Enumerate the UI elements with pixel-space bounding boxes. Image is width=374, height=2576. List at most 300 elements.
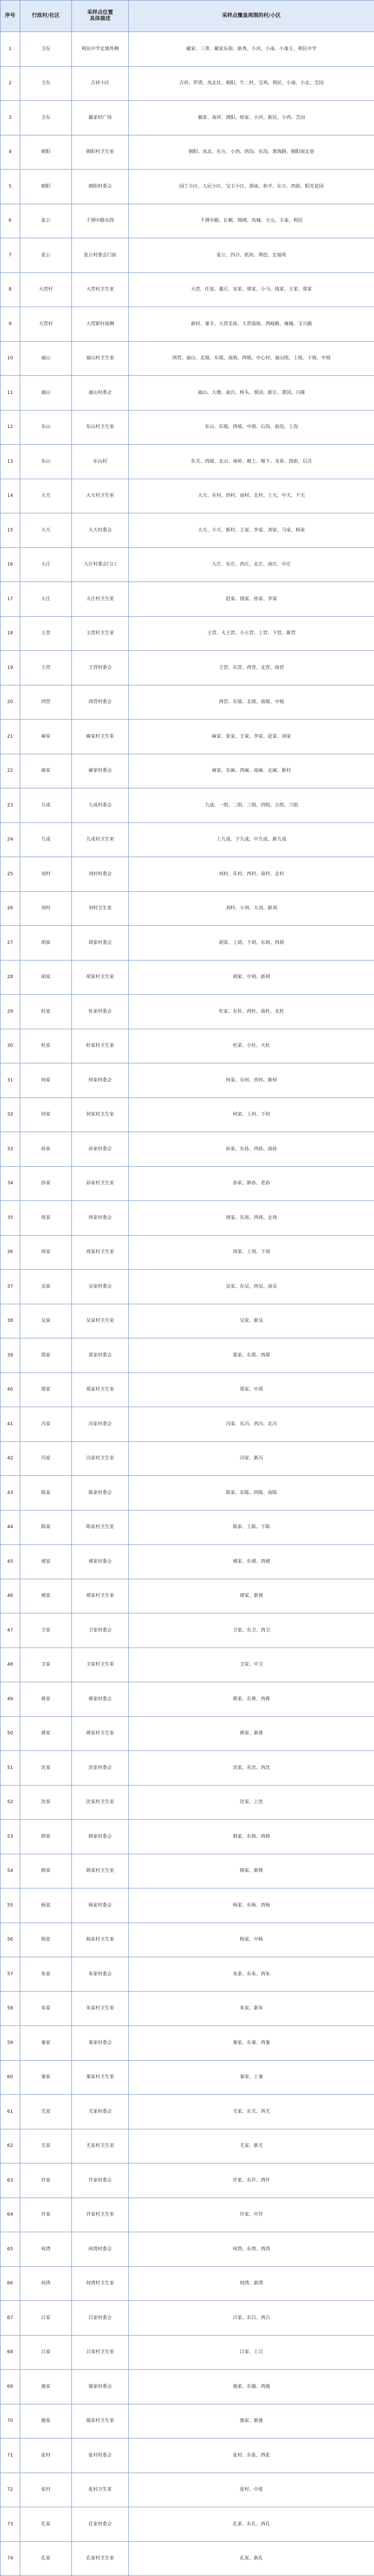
table-row bbox=[1, 1682, 374, 1717]
row-number: 3 bbox=[1, 101, 20, 135]
row-number: 67 bbox=[1, 2301, 20, 2336]
location-cell: 吴家村委会 bbox=[72, 1270, 129, 1304]
village-cell: 尤家 bbox=[20, 2129, 72, 2163]
village-cell: 杨家 bbox=[20, 1888, 72, 1923]
coverage-cell: 西营、东坡、北坡、南坡、中坡 bbox=[129, 685, 374, 720]
row-number: 73 bbox=[1, 2507, 20, 2542]
location-cell: 东山村 bbox=[72, 445, 129, 479]
location-cell: 秦家村委会 bbox=[72, 2026, 129, 2061]
coverage-cell: 蒋家、新蒋 bbox=[129, 1716, 374, 1751]
location-cell: 尤家村委会 bbox=[72, 2095, 129, 2129]
village-cell: 杜家 bbox=[20, 995, 72, 1029]
coverage-cell: 沈家、东沈、西沈 bbox=[129, 1751, 374, 1786]
row-number: 49 bbox=[1, 1682, 20, 1717]
location-cell: 杜家村委会 bbox=[72, 995, 129, 1029]
location-cell: 韩家村委会 bbox=[72, 1820, 129, 1854]
coverage-cell: 大庄、东庄、西庄、北庄、南庄、中庄 bbox=[129, 547, 374, 582]
location-cell: 大营新村南侧 bbox=[72, 307, 129, 342]
location-cell: 刘村卫生室 bbox=[72, 891, 129, 926]
row-number: 72 bbox=[1, 2473, 20, 2507]
table-row bbox=[1, 1820, 374, 1854]
coverage-cell: 许家、中许 bbox=[129, 2198, 374, 2232]
table-row bbox=[1, 651, 374, 685]
table-row bbox=[1, 1613, 374, 1648]
row-number: 27 bbox=[1, 926, 20, 961]
village-cell: 吕家 bbox=[20, 2335, 72, 2370]
coverage-cell: 胡家、上胡、下胡、东胡、西胡 bbox=[129, 926, 374, 961]
village-cell: 大庄 bbox=[20, 547, 72, 582]
row-number: 6 bbox=[1, 204, 20, 238]
table-row bbox=[1, 2438, 374, 2473]
table-row bbox=[1, 410, 374, 445]
table-row bbox=[1, 170, 374, 204]
table-header-row bbox=[1, 1, 374, 32]
coverage-cell: 大天、小天、新村、王家、李家、刘家、马家、杨家 bbox=[129, 513, 374, 548]
row-number: 62 bbox=[1, 2129, 20, 2163]
coverage-cell: 吕家、东吕、西吕 bbox=[129, 2301, 374, 2336]
table-row bbox=[1, 685, 374, 720]
coverage-cell: 吴家、新吴 bbox=[129, 1304, 374, 1338]
location-cell: 卫家村卫生室 bbox=[72, 1648, 129, 1682]
location-cell: 张村村委会 bbox=[72, 2438, 129, 2473]
village-cell: 张公 bbox=[20, 238, 72, 273]
location-cell: 大庄村卫生室 bbox=[72, 582, 129, 617]
table-row bbox=[1, 1166, 374, 1201]
village-cell: 施家 bbox=[20, 2404, 72, 2438]
table-row bbox=[1, 32, 374, 67]
village-cell: 秦家 bbox=[20, 2026, 72, 2061]
village-cell: 麻家 bbox=[20, 754, 72, 788]
village-cell: 尤家 bbox=[20, 2095, 72, 2129]
table-row bbox=[1, 1579, 374, 1613]
village-cell: 卫东 bbox=[20, 101, 72, 135]
location-cell: 胡家村卫生室 bbox=[72, 960, 129, 995]
location-cell: 孙家村委会 bbox=[72, 1132, 129, 1167]
location-cell: 九成村委会 bbox=[72, 788, 129, 823]
location-cell: 郑家村卫生室 bbox=[72, 1373, 129, 1407]
location-cell: 胡家村委会 bbox=[72, 926, 129, 961]
row-number: 34 bbox=[1, 1166, 20, 1201]
row-number: 43 bbox=[1, 1476, 20, 1511]
village-cell: 陈家 bbox=[20, 1476, 72, 1511]
coverage-cell: 赵家、钱家、孙家、李家 bbox=[129, 582, 374, 617]
table-row bbox=[1, 2335, 374, 2370]
village-cell: 大天 bbox=[20, 479, 72, 513]
table-row bbox=[1, 1545, 374, 1579]
coverage-cell: 郑家、中郑 bbox=[129, 1373, 374, 1407]
row-number: 28 bbox=[1, 960, 20, 995]
table-row bbox=[1, 2507, 374, 2542]
coverage-cell: 九成、一组、二组、三组、四组、五组、六组 bbox=[129, 788, 374, 823]
location-cell: 九成村卫生室 bbox=[72, 822, 129, 857]
location-cell: 孔家村卫生室 bbox=[72, 2541, 129, 2576]
row-number: 10 bbox=[1, 341, 20, 376]
location-cell: 福山村卫生室 bbox=[72, 341, 129, 376]
location-cell: 秦家村卫生室 bbox=[72, 2060, 129, 2095]
table-row bbox=[1, 822, 374, 857]
coverage-cell: 西营、福山、北坡、东坡、南坡、西坡、中心村、福山组、上坡、下坡、中坡 bbox=[129, 341, 374, 376]
coverage-cell: 张村、东张、西张 bbox=[129, 2438, 374, 2473]
table-row bbox=[1, 1029, 374, 1063]
location-cell: 陈家村委会 bbox=[72, 1476, 129, 1511]
coverage-cell: 周家、上周、下周 bbox=[129, 1235, 374, 1270]
row-number: 14 bbox=[1, 479, 20, 513]
village-cell: 胡家 bbox=[20, 960, 72, 995]
village-cell: 周家 bbox=[20, 1235, 72, 1270]
row-number: 32 bbox=[1, 1098, 20, 1132]
table-row bbox=[1, 616, 374, 651]
location-cell: 周家村委会 bbox=[72, 1201, 129, 1236]
row-number: 48 bbox=[1, 1648, 20, 1682]
location-cell: 东山村卫生室 bbox=[72, 410, 129, 445]
table-row bbox=[1, 376, 374, 410]
table-body bbox=[1, 32, 374, 2576]
row-number: 31 bbox=[1, 1063, 20, 1098]
village-cell: 刘村 bbox=[20, 891, 72, 926]
table-row bbox=[1, 926, 374, 961]
table-row bbox=[1, 445, 374, 479]
coverage-cell: 王营、东营、西营、北营、南营 bbox=[129, 651, 374, 685]
coverage-cell: 大天、东村、西村、南村、北村、上天、中天、下天 bbox=[129, 479, 374, 513]
coverage-cell: 上九成、下九成、中九成、新九成 bbox=[129, 822, 374, 857]
table-row bbox=[1, 272, 374, 307]
village-cell: 张公 bbox=[20, 204, 72, 238]
header-location: 采样点位置 具体描述 bbox=[72, 1, 129, 32]
table-row bbox=[1, 1716, 374, 1751]
table-row bbox=[1, 101, 374, 135]
location-cell: 千渭中路东段 bbox=[72, 204, 129, 238]
table-row bbox=[1, 1441, 374, 1476]
row-number: 2 bbox=[1, 66, 20, 101]
location-cell: 何家村卫生室 bbox=[72, 1098, 129, 1132]
row-number: 60 bbox=[1, 2060, 20, 2095]
table-row bbox=[1, 1407, 374, 1442]
location-cell: 朝阳村委会 bbox=[72, 170, 129, 204]
row-number: 55 bbox=[1, 1888, 20, 1923]
row-number: 23 bbox=[1, 788, 20, 823]
location-cell: 施家村卫生室 bbox=[72, 2404, 129, 2438]
location-cell: 褚家村委会 bbox=[72, 1545, 129, 1579]
location-cell: 韩家村卫生室 bbox=[72, 1854, 129, 1888]
table-row bbox=[1, 2095, 374, 2129]
coverage-cell: 杨家、中杨 bbox=[129, 1923, 374, 1957]
row-number: 29 bbox=[1, 995, 20, 1029]
row-number: 15 bbox=[1, 513, 20, 548]
row-number: 68 bbox=[1, 2335, 20, 2370]
village-cell: 朝阳 bbox=[20, 170, 72, 204]
row-number: 56 bbox=[1, 1923, 20, 1957]
table-row bbox=[1, 547, 374, 582]
table-row bbox=[1, 2473, 374, 2507]
table-row bbox=[1, 479, 374, 513]
location-cell: 大营村卫生室 bbox=[72, 272, 129, 307]
coverage-cell: 蔺家、三青、蔺家东街、新秀、小河、小南、小秦王、利民中学 bbox=[129, 32, 374, 67]
coverage-cell: 杜家、东杜、西杜、南杜、北杜 bbox=[129, 995, 374, 1029]
table-row bbox=[1, 1304, 374, 1338]
coverage-cell: 朱家、东朱、西朱 bbox=[129, 1957, 374, 1992]
table-row bbox=[1, 204, 374, 238]
village-cell: 许家 bbox=[20, 2198, 72, 2232]
row-number: 52 bbox=[1, 1785, 20, 1820]
coverage-cell: 尤家、东尤、西尤 bbox=[129, 2095, 374, 2129]
village-cell: 张村 bbox=[20, 2473, 72, 2507]
coverage-cell: 周家、东周、西周、北周 bbox=[129, 1201, 374, 1236]
coverage-cell: 褚家、东褚、西褚 bbox=[129, 1545, 374, 1579]
village-cell: 麻家 bbox=[20, 720, 72, 754]
row-number: 42 bbox=[1, 1441, 20, 1476]
location-cell: 施家村委会 bbox=[72, 2370, 129, 2404]
location-cell: 沈家村卫生室 bbox=[72, 1785, 129, 1820]
row-number: 22 bbox=[1, 754, 20, 788]
table-row bbox=[1, 2232, 374, 2267]
coverage-cell: 孔家、东孔、西孔 bbox=[129, 2507, 374, 2542]
table-row bbox=[1, 307, 374, 342]
row-number: 19 bbox=[1, 651, 20, 685]
location-cell: 大天村卫生室 bbox=[72, 479, 129, 513]
coverage-cell: 冯家、东冯、西冯、北冯 bbox=[129, 1407, 374, 1442]
coverage-cell: 陈家、上陈、下陈 bbox=[129, 1510, 374, 1545]
location-cell: 西营村委会 bbox=[72, 685, 129, 720]
village-cell: 大庄 bbox=[20, 582, 72, 617]
village-cell: 蒋家 bbox=[20, 1682, 72, 1717]
village-cell: 秦家 bbox=[20, 2060, 72, 2095]
row-number: 33 bbox=[1, 1132, 20, 1167]
row-number: 70 bbox=[1, 2404, 20, 2438]
table-row bbox=[1, 2370, 374, 2404]
table-row bbox=[1, 1235, 374, 1270]
location-cell: 王营村委会 bbox=[72, 651, 129, 685]
village-cell: 褚家 bbox=[20, 1579, 72, 1613]
table-row bbox=[1, 1785, 374, 1820]
village-cell: 孔家 bbox=[20, 2541, 72, 2576]
coverage-cell: 何家、东何、西何、新何 bbox=[129, 1063, 374, 1098]
table-row bbox=[1, 2301, 374, 2336]
village-cell: 郑家 bbox=[20, 1338, 72, 1373]
coverage-cell: 大营、任家、董庄、安家、邢家、小马、钱家、王家、郑家 bbox=[129, 272, 374, 307]
table-row bbox=[1, 1991, 374, 2026]
row-number: 7 bbox=[1, 238, 20, 273]
coverage-cell: 吉祥、罗湾、凤北社、朝阳、牛二村、宝鸡、利民、小南、小北、芝园 bbox=[129, 66, 374, 101]
table-row bbox=[1, 1957, 374, 1992]
table-row bbox=[1, 1510, 374, 1545]
coverage-cell: 韩家、东韩、西韩 bbox=[129, 1820, 374, 1854]
row-number: 4 bbox=[1, 135, 20, 170]
coverage-cell: 杜家、小杜、大杜 bbox=[129, 1029, 374, 1063]
village-cell: 大天 bbox=[20, 513, 72, 548]
location-cell: 郑家村委会 bbox=[72, 1338, 129, 1373]
location-cell: 王营村卫生室 bbox=[72, 616, 129, 651]
location-cell: 张村卫生室 bbox=[72, 2473, 129, 2507]
row-number: 64 bbox=[1, 2198, 20, 2232]
coverage-cell: 东关、西坡、北山、南岭、塬上、塬下、龙泉、西街、后洼 bbox=[129, 445, 374, 479]
row-number: 69 bbox=[1, 2370, 20, 2404]
location-cell: 褚家村卫生室 bbox=[72, 1579, 129, 1613]
coverage-cell: 许家、东许、西许 bbox=[129, 2163, 374, 2198]
village-cell: 福山 bbox=[20, 341, 72, 376]
coverage-cell: 何家、上何、下何 bbox=[129, 1098, 374, 1132]
village-cell: 杨家 bbox=[20, 1923, 72, 1957]
table-row bbox=[1, 1201, 374, 1236]
row-number: 59 bbox=[1, 2026, 20, 2061]
row-number: 16 bbox=[1, 547, 20, 582]
header-coverage: 采样点覆盖周围的村/小区 bbox=[129, 1, 374, 32]
row-number: 12 bbox=[1, 410, 20, 445]
row-number: 44 bbox=[1, 1510, 20, 1545]
row-number: 46 bbox=[1, 1579, 20, 1613]
village-cell: 大营村 bbox=[20, 307, 72, 342]
table-row bbox=[1, 788, 374, 823]
table-row bbox=[1, 2129, 374, 2163]
village-cell: 卫家 bbox=[20, 1613, 72, 1648]
table-row bbox=[1, 2060, 374, 2095]
village-cell: 吴家 bbox=[20, 1304, 72, 1338]
coverage-cell: 东山、东坡、西坡、中坡、后沟、前沟、上沟 bbox=[129, 410, 374, 445]
village-cell: 郑家 bbox=[20, 1373, 72, 1407]
table-row bbox=[1, 66, 374, 101]
coverage-cell: 陈家、东陈、西陈、南陈 bbox=[129, 1476, 374, 1511]
location-cell: 吕家村委会 bbox=[72, 2301, 129, 2336]
village-cell: 九成 bbox=[20, 788, 72, 823]
village-cell: 刘村 bbox=[20, 857, 72, 892]
row-number: 13 bbox=[1, 445, 20, 479]
village-cell: 王营 bbox=[20, 616, 72, 651]
location-cell: 朱家村委会 bbox=[72, 1957, 129, 1992]
location-cell: 杜家村卫生室 bbox=[72, 1029, 129, 1063]
village-cell: 卫东 bbox=[20, 66, 72, 101]
village-cell: 何湾 bbox=[20, 2266, 72, 2301]
coverage-cell: 张公、四合、纸坊、荆邑、宏福苑 bbox=[129, 238, 374, 273]
location-cell: 吕家村卫生室 bbox=[72, 2335, 129, 2370]
row-number: 35 bbox=[1, 1201, 20, 1236]
coverage-cell: 孙家、东孙、西孙、南孙 bbox=[129, 1132, 374, 1167]
coverage-cell: 朱家、新朱 bbox=[129, 1991, 374, 2026]
village-cell: 韩家 bbox=[20, 1820, 72, 1854]
table-row bbox=[1, 1373, 374, 1407]
row-number: 71 bbox=[1, 2438, 20, 2473]
location-cell: 蔺家村广场 bbox=[72, 101, 129, 135]
coverage-cell: 朝阳、凤北、东方、小西、西沟、东沟、黄海路、朝阳南北巷 bbox=[129, 135, 374, 170]
table-row bbox=[1, 1923, 374, 1957]
location-cell: 周家村卫生室 bbox=[72, 1235, 129, 1270]
row-number: 40 bbox=[1, 1373, 20, 1407]
table-row bbox=[1, 754, 374, 788]
row-number: 36 bbox=[1, 1235, 20, 1270]
village-cell: 福山 bbox=[20, 376, 72, 410]
coverage-cell: 千渭中路、长顺、锦绣、凤城、天元、丰泰、利民 bbox=[129, 204, 374, 238]
location-cell: 冯家村卫生室 bbox=[72, 1441, 129, 1476]
location-cell: 麻家村委会 bbox=[72, 754, 129, 788]
village-cell: 韩家 bbox=[20, 1854, 72, 1888]
row-number: 38 bbox=[1, 1304, 20, 1338]
village-cell: 蒋家 bbox=[20, 1716, 72, 1751]
table-row bbox=[1, 238, 374, 273]
coverage-cell: 施家、新施 bbox=[129, 2404, 374, 2438]
village-cell: 九成 bbox=[20, 822, 72, 857]
village-cell: 吕家 bbox=[20, 2301, 72, 2336]
coverage-cell: 刘村、东村、西村、南村、北村 bbox=[129, 857, 374, 892]
row-number: 54 bbox=[1, 1854, 20, 1888]
coverage-cell: 麻家、东麻、西麻、南麻、北麻、新村 bbox=[129, 754, 374, 788]
table-row bbox=[1, 135, 374, 170]
village-cell: 张村 bbox=[20, 2438, 72, 2473]
row-number: 30 bbox=[1, 1029, 20, 1063]
row-number: 9 bbox=[1, 307, 20, 342]
coverage-cell: 秦家、上秦 bbox=[129, 2060, 374, 2095]
table-row bbox=[1, 720, 374, 754]
coverage-cell: 刘村、小刘、大刘、新刘 bbox=[129, 891, 374, 926]
location-cell: 沈家村委会 bbox=[72, 1751, 129, 1786]
table-row bbox=[1, 891, 374, 926]
coverage-cell: 园丁小区、人民小区、宝丰小区、渭南、和平、东方、西街、阳光花园 bbox=[129, 170, 374, 204]
village-cell: 冯家 bbox=[20, 1441, 72, 1476]
table-row bbox=[1, 1063, 374, 1098]
coverage-cell: 杨家、东杨、西杨 bbox=[129, 1888, 374, 1923]
table-row bbox=[1, 1751, 374, 1786]
village-cell: 陈家 bbox=[20, 1510, 72, 1545]
village-cell: 杜家 bbox=[20, 1029, 72, 1063]
table-row bbox=[1, 2026, 374, 2061]
coverage-cell: 王营、大王营、小王营、上营、下营、新营 bbox=[129, 616, 374, 651]
coverage-cell: 蒋家、东蒋、西蒋 bbox=[129, 1682, 374, 1717]
location-cell: 张公村委会门前 bbox=[72, 238, 129, 273]
row-number: 74 bbox=[1, 2541, 20, 2576]
coverage-cell: 韩家、新韩 bbox=[129, 1854, 374, 1888]
row-number: 65 bbox=[1, 2232, 20, 2267]
table-row bbox=[1, 1270, 374, 1304]
table-row bbox=[1, 1098, 374, 1132]
row-number: 58 bbox=[1, 1991, 20, 2026]
village-cell: 朱家 bbox=[20, 1957, 72, 1992]
row-number: 47 bbox=[1, 1613, 20, 1648]
coverage-cell: 尤家、新尤 bbox=[129, 2129, 374, 2163]
coverage-cell: 褚家、新褚 bbox=[129, 1579, 374, 1613]
village-cell: 朝阳 bbox=[20, 135, 72, 170]
location-cell: 孔家村委会 bbox=[72, 2507, 129, 2542]
village-cell: 卫家 bbox=[20, 1648, 72, 1682]
table-row bbox=[1, 2163, 374, 2198]
village-cell: 王营 bbox=[20, 651, 72, 685]
coverage-cell: 麻家、张家、王家、李家、赵家、刘家 bbox=[129, 720, 374, 754]
coverage-cell: 沈家、上沈 bbox=[129, 1785, 374, 1820]
location-cell: 何湾村委会 bbox=[72, 2232, 129, 2267]
coverage-cell: 卫家、东卫、西卫 bbox=[129, 1613, 374, 1648]
coverage-cell: 新村、秦丰、大营北街、大营南街、西岐路、雍城、宝兴路 bbox=[129, 307, 374, 342]
location-cell: 吉祥小区 bbox=[72, 66, 129, 101]
location-cell: 蒋家村委会 bbox=[72, 1682, 129, 1717]
row-number: 11 bbox=[1, 376, 20, 410]
village-cell: 何家 bbox=[20, 1063, 72, 1098]
location-cell: 利民中学北墙外侧 bbox=[72, 32, 129, 67]
row-number: 45 bbox=[1, 1545, 20, 1579]
coverage-cell: 蔺家、南坪、渭阳、徐家、小河、新民、小西、芝园 bbox=[129, 101, 374, 135]
row-number: 51 bbox=[1, 1751, 20, 1786]
village-cell: 胡家 bbox=[20, 926, 72, 961]
row-number: 53 bbox=[1, 1820, 20, 1854]
table-row bbox=[1, 341, 374, 376]
header-no: 序号 bbox=[1, 1, 20, 32]
village-cell: 孔家 bbox=[20, 2507, 72, 2542]
location-cell: 尤家村卫生室 bbox=[72, 2129, 129, 2163]
village-cell: 何湾 bbox=[20, 2232, 72, 2267]
row-number: 61 bbox=[1, 2095, 20, 2129]
table-row bbox=[1, 2404, 374, 2438]
location-cell: 何湾村卫生室 bbox=[72, 2266, 129, 2301]
coverage-cell: 孙家、新孙、老孙 bbox=[129, 1166, 374, 1201]
table-row bbox=[1, 1338, 374, 1373]
row-number: 17 bbox=[1, 582, 20, 617]
location-cell: 杨家村委会 bbox=[72, 1888, 129, 1923]
village-cell: 何家 bbox=[20, 1098, 72, 1132]
